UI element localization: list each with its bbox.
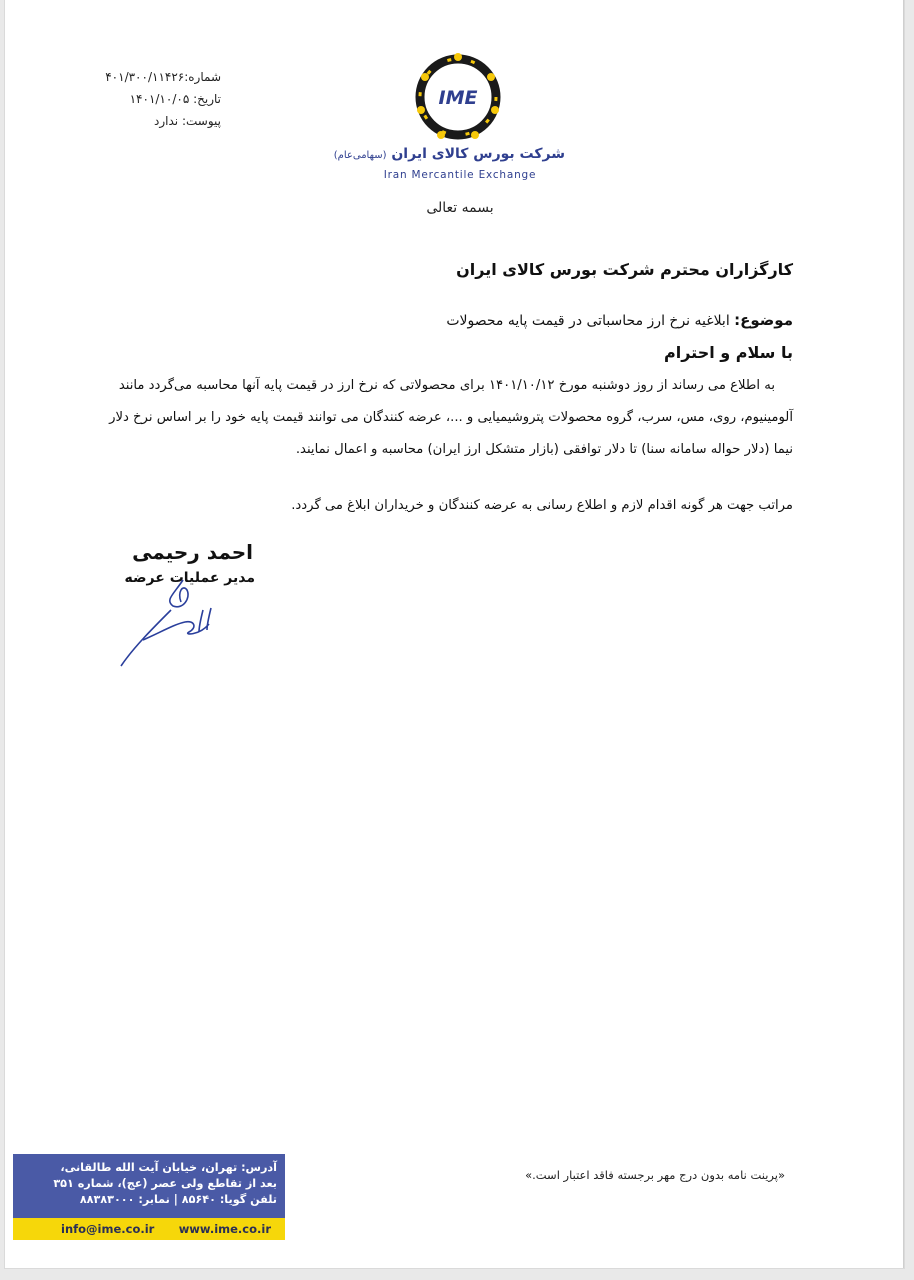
signature-block (113, 540, 273, 680)
letter-number: شماره:۴۰۱/۳۰۰/۱۱۴۲۶ (105, 70, 221, 84)
footer-contact (13, 1154, 285, 1240)
footer-web-strip (13, 1218, 285, 1240)
letter-page (5, 0, 904, 1268)
letter-date: تاریخ: ۱۴۰۱/۱۰/۰۵ (129, 92, 221, 106)
body-paragraph-2: مراتب جهت هر گونه اقدام لازم و اطلاع رسانی به عرضه کنندگان و خریداران ابلاغ می گردد. (291, 498, 793, 513)
bismillah: بسمه تعالی (426, 200, 494, 216)
company-name-fa-text: شرکت بورس کالای ایران (391, 146, 565, 162)
footer-address (21, 1160, 277, 1208)
handwritten-signature (113, 540, 273, 680)
letter-attachment: پیوست: ندارد (154, 114, 221, 128)
address-line-2: بعد از تقاطع ولی عصر (عج)، شماره ۳۵۱ (53, 1177, 277, 1190)
website-link[interactable]: www.ime.co.ir (178, 1222, 271, 1236)
greeting: با سلام و احترام (664, 343, 793, 362)
body-paragraph-1: به اطلاع می رساند از روز دوشنبه مورخ ۱۴۰۱/۱۰/۱۲ برای محصولاتی که نرخ ارز در قیمت پایه آنها محاسبه می‌گردد مانند آلومینیوم، روی، مس، سرب، گروه محصولات پتروشیمیایی و ...، عرضه کنندگان می توانند قیمت پایه خود را بر اساس نرخ دلار نیما (دلار حواله سامانه سنا) تا دلار توافقی (بازار متشکل ارز ایران) محاسبه و اعمال نمایند. (109, 378, 793, 457)
phone-fax: تلفن گویا: ۸۵۶۴۰ | نمابر: ۸۸۳۸۳۰۰۰ (79, 1193, 277, 1206)
subject-label: موضوع: (734, 311, 793, 329)
company-type: (سهامی‌عام) (333, 150, 387, 161)
signer-name: احمد رحیمی (132, 540, 253, 564)
letter-meta (51, 66, 221, 132)
company-name-fa (333, 146, 565, 162)
logo-mark: IME (438, 87, 478, 109)
email-link[interactable]: info@ime.co.ir (61, 1222, 155, 1236)
company-name-en: Iran Mercantile Exchange (383, 169, 537, 181)
signer-title: مدیر عملیات عرضه (124, 570, 255, 586)
company-logo (333, 52, 565, 192)
subject-text: ابلاغیه نرخ ارز محاسباتی در قیمت پایه محصولات (446, 313, 735, 329)
ime-logo-icon (413, 52, 503, 142)
recipient: کارگزاران محترم شرکت بورس کالای ایران (456, 260, 793, 279)
validity-note: «پرینت نامه بدون درج مهر برجسته فاقد اعتبار است.» (525, 1168, 785, 1182)
subject-line (446, 311, 793, 329)
address-line-1: آدرس: تهران، خیابان آیت الله طالقانی، (60, 1161, 277, 1174)
